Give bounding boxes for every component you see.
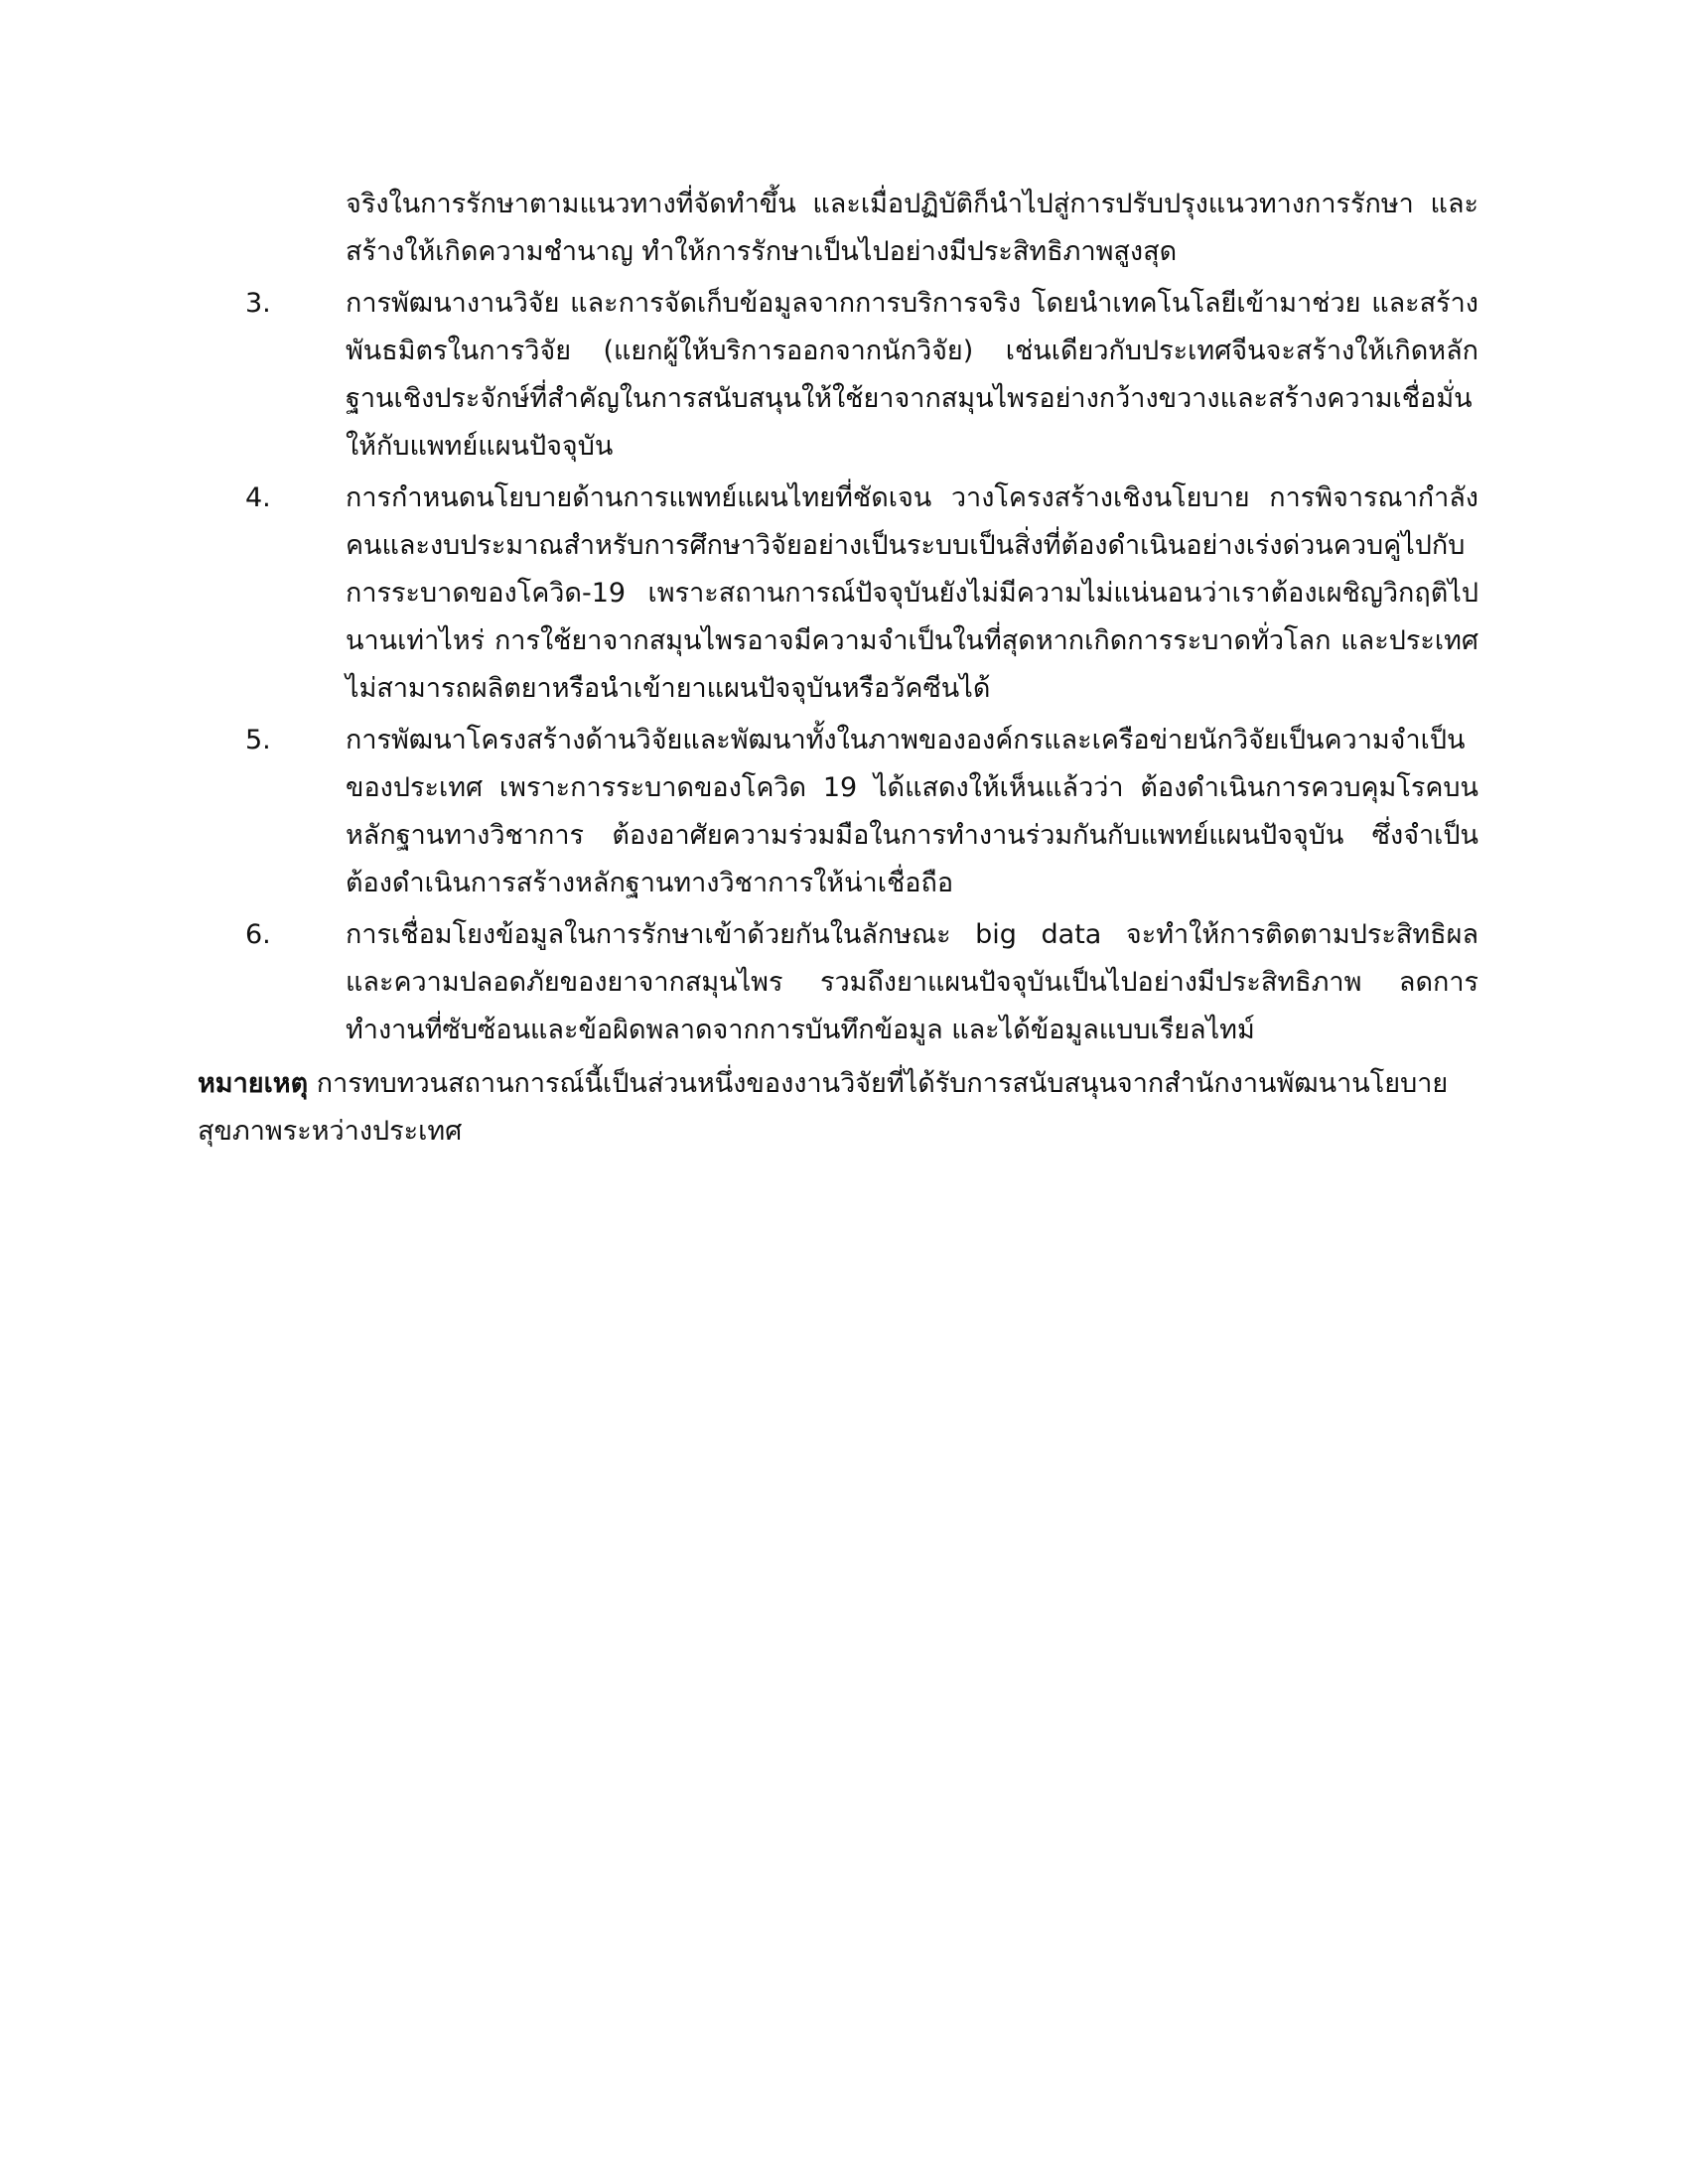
list-number: 3.	[245, 288, 271, 319]
list-item-text: การพัฒนางานวิจัย และการจัดเก็บข้อมูลจากการบริการจริง โดยนำเทคโนโลยีเข้ามาช่วย และสร้างพันธมิตรในการวิจัย (แยกผู้ให้บริการออกจากนักวิจัย) เช่นเดียวกับประเทศจีนจะสร้างให้เกิดหลักฐานเชิงประจักษ์ที่สำคัญในการสนับสนุนให้ใช้ยาจากสมุนไพรอย่างกว้างขวางและสร้างความเชื่อมั่นให้กับแพทย์แผนปัจจุบัน	[346, 288, 1478, 462]
continuation-paragraph: จริงในการรักษาตามแนวทางที่จัดทำขึ้น และเมื่อปฏิบัติก็นำไปสู่การปรับปรุงแนวทางการรักษา และสร้างให้เกิดความชำนาญ ทำให้การรักษาเป็นไปอย่างมีประสิทธิภาพสูงสุด	[346, 189, 1478, 267]
list-item-4	[198, 475, 1478, 713]
list-item-3	[198, 280, 1478, 471]
list-item-text: การเชื่อมโยงข้อมูลในการรักษาเข้าด้วยกันในลักษณะ big data จะทำให้การติดตามประสิทธิผลและความปลอดภัยของยาจากสมุนไพร รวมถึงยาแผนปัจจุบันเป็นไปอย่างมีประสิทธิภาพ ลดการทำงานที่ซับซ้อนและข้อผิดพลาดจากการบันทึกข้อมูล และได้ข้อมูลแบบเรียลไทม์	[346, 919, 1478, 1045]
list-item-text: การกำหนดนโยบายด้านการแพทย์แผนไทยที่ชัดเจน วางโครงสร้างเชิงนโยบาย การพิจารณากำลังคนและงบประมาณสำหรับการศึกษาวิจัยอย่างเป็นระบบเป็นสิ่งที่ต้องดำเนินอย่างเร่งด่วนควบคู่ไปกับการระบาดของโควิด-19 เพราะสถานการณ์ปัจจุบันยังไม่มีความไม่แน่นอนว่าเราต้องเผชิญวิกฤติไปนานเท่าไหร่ การใช้ยาจากสมุนไพรอาจมีความจำเป็นในที่สุดหากเกิดการระบาดทั่วโลก และประเทศไม่สามารถผลิตยาหรือนำเข้ายาแผนปัจจุบันหรือวัคซีนได้	[346, 482, 1478, 704]
list-number: 6.	[245, 919, 271, 950]
list-item-text: การพัฒนาโครงสร้างด้านวิจัยและพัฒนาทั้งในภาพขององค์กรและเครือข่ายนักวิจัยเป็นความจำเป็นของประเทศ เพราะการระบาดของโควิด 19 ได้แสดงให้เห็นแล้วว่า ต้องดำเนินการควบคุมโรคบนหลักฐานทางวิชาการ ต้องอาศัยความร่วมมือในการทำงานร่วมกันกับแพทย์แผนปัจจุบัน ซึ่งจำเป็นต้องดำเนินการสร้างหลักฐานทางวิชาการให้น่าเชื่อถือ	[346, 725, 1478, 898]
list-number: 5.	[245, 725, 271, 755]
list-item-6	[198, 911, 1478, 1054]
list-item-5	[198, 717, 1478, 907]
list-number: 4.	[245, 482, 271, 513]
footnote	[198, 1060, 1478, 1156]
document-body	[198, 181, 1478, 1182]
footnote-text: การทบทวนสถานการณ์นี้เป็นส่วนหนึ่งของงานวิจัยที่ได้รับการสนับสนุนจากสำนักงานพัฒนานโยบายสุขภาพระหว่างประเทศ	[198, 1068, 1449, 1147]
footnote-label: หมายเหตุ	[198, 1068, 309, 1099]
